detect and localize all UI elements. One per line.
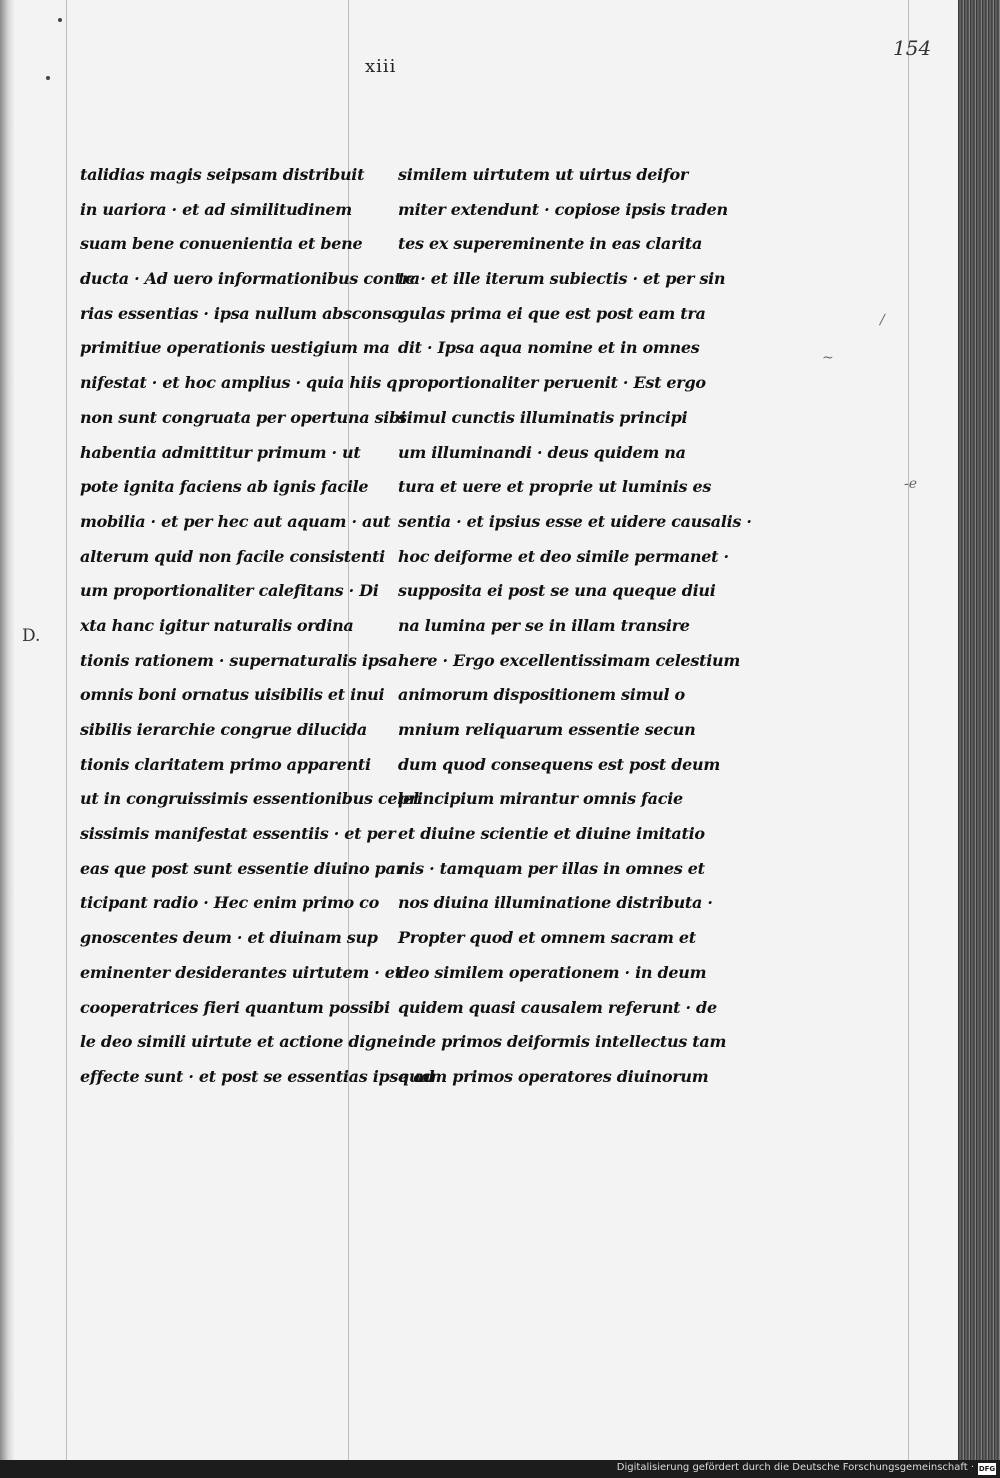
running-head: xiii — [365, 56, 397, 77]
text-line: effecte sunt · et post se essentias ipse ad — [80, 1066, 435, 1086]
ink-dot — [58, 18, 62, 22]
dfg-logo: DFG — [978, 1465, 996, 1473]
text-line: inde primos deiformis intellectus tam — [398, 1032, 727, 1052]
text-line: omnis boni ornatus uisibilis et inui — [80, 685, 385, 705]
text-line: here · Ergo excellentissimam celestium — [398, 650, 740, 670]
margin-note: D. — [22, 626, 41, 646]
text-line: suam bene conuenientia et bene — [80, 234, 363, 254]
text-line: nifestat · et hoc amplius · quia hiis q — [80, 373, 398, 393]
margin-stroke: ~ — [822, 350, 834, 366]
text-line: simul cunctis illuminatis principi — [398, 407, 688, 427]
binding-gutter — [0, 0, 14, 1460]
text-line: tionis rationem · supernaturalis ipsa — [80, 650, 398, 670]
margin-stroke: ∕ — [880, 312, 885, 328]
text-line: Propter quod et omnem sacram et — [398, 928, 696, 948]
text-line: ticipant radio · Hec enim primo co — [80, 893, 379, 913]
text-line: supposita ei post se una queque diui — [398, 581, 716, 601]
text-line: tionis claritatem primo apparenti — [80, 754, 371, 774]
page-edges — [958, 0, 1000, 1460]
text-line: non sunt congruata per opertuna sibi — [80, 407, 406, 427]
text-line: cooperatrices fieri quantum possibi — [80, 997, 390, 1017]
text-line: gnoscentes deum · et diuinam sup — [80, 928, 378, 948]
margin-stroke: -e — [904, 476, 918, 492]
text-line: te · et ille iterum subiectis · et per sin — [398, 269, 726, 289]
text-line: um proportionaliter calefitans · Di — [80, 581, 379, 601]
footer-bar — [0, 1460, 1000, 1478]
text-line: gulas prima ei que est post eam tra — [398, 303, 706, 323]
ruling-line — [66, 0, 67, 1460]
text-line: dit · Ipsa aqua nomine et in omnes — [398, 338, 700, 358]
text-line: ducta · Ad uero informationibus contra — [80, 269, 420, 289]
text-line: mobilia · et per hec aut aquam · aut — [80, 511, 391, 531]
text-line: nis · tamquam per illas in omnes et — [398, 858, 705, 878]
text-line: in uariora · et ad similitudinem — [80, 199, 352, 219]
footer-credit: Digitalisierung gefördert durch die Deutsche Forschungsgemeinschaft · — [616, 1462, 974, 1473]
text-line: dum quod consequens est post deum — [398, 754, 721, 774]
text-line: le deo simili uirtute et actione digne — [80, 1032, 398, 1052]
text-line: habentia admittitur primum · ut — [80, 442, 361, 462]
text-line: na lumina per se in illam transire — [398, 615, 690, 635]
text-line: rias essentias · ipsa nullum absconso — [80, 303, 402, 323]
text-line: pote ignita faciens ab ignis facile — [80, 477, 369, 497]
text-line: et diuine scientie et diuine imitatio — [398, 824, 705, 844]
text-line: um illuminandi · deus quidem na — [398, 442, 686, 462]
text-line: alterum quid non facile consistenti — [80, 546, 385, 566]
text-column-right — [398, 158, 752, 1095]
text-column-left — [80, 158, 435, 1095]
text-line: nos diuina illuminatione distributa · — [398, 893, 713, 913]
text-line: similem uirtutem ut uirtus deifor — [398, 165, 688, 184]
ink-dot — [46, 76, 50, 80]
text-line: mnium reliquarum essentie secun — [398, 720, 696, 739]
text-line: ut in congruissimis essentionibus celel — [80, 789, 419, 809]
text-line: principium mirantur omnis facie — [398, 789, 683, 809]
text-line: sentia · et ipsius esse et uidere causalis · — [398, 511, 752, 531]
text-line: sibilis ierarchie congrue dilucida — [80, 720, 367, 739]
text-line: primitiue operationis uestigium ma — [80, 338, 390, 358]
text-line: sissimis manifestat essentiis · et per — [80, 824, 396, 844]
text-line: quidem quasi causalem referunt · de — [398, 997, 717, 1017]
folio-number: 154 — [893, 36, 932, 60]
text-line: tura et uere et proprie ut luminis es — [398, 477, 712, 497]
text-line: hoc deiforme et deo simile permanet · — [398, 546, 729, 566]
text-line: tes ex supereminente in eas clarita — [398, 234, 703, 254]
text-line: proportionaliter peruenit · Est ergo — [398, 373, 706, 393]
text-line: quam primos operatores diuinorum — [398, 1066, 709, 1086]
text-line: animorum dispositionem simul o — [398, 685, 685, 705]
text-line: deo similem operationem · in deum — [398, 962, 707, 982]
text-line: talidias magis seipsam distribuit — [80, 165, 365, 184]
text-line: eminenter desiderantes uirtutem · et — [80, 962, 402, 982]
text-line: miter extendunt · copiose ipsis traden — [398, 199, 728, 219]
text-line: eas que post sunt essentie diuino par — [80, 858, 404, 878]
text-line: xta hanc igitur naturalis ordina — [80, 615, 354, 635]
ruling-line — [908, 0, 909, 1460]
